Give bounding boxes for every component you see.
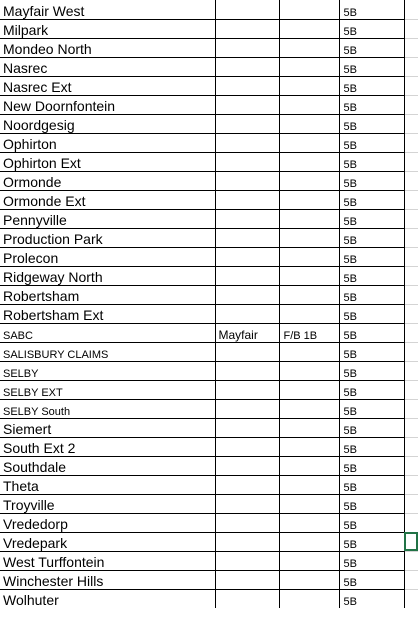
code-cell[interactable] (279, 456, 339, 475)
area-cell[interactable] (215, 532, 279, 551)
area-cell[interactable] (215, 475, 279, 494)
code-cell[interactable] (279, 437, 339, 456)
table-row (0, 342, 418, 361)
table-row (0, 114, 418, 133)
region-cell[interactable]: 5B (339, 361, 404, 380)
table-row (0, 399, 418, 418)
empty-cell[interactable] (404, 361, 418, 380)
suburb-cell[interactable]: Vrededorp (0, 513, 215, 532)
region-cell[interactable]: 5B (339, 247, 404, 266)
suburb-cell[interactable]: South Ext 2 (0, 437, 215, 456)
code-cell[interactable] (279, 152, 339, 171)
code-cell[interactable] (279, 285, 339, 304)
empty-cell[interactable] (404, 475, 418, 494)
empty-cell[interactable] (404, 114, 418, 133)
table-row (0, 456, 418, 475)
suburb-cell[interactable]: Theta (0, 475, 215, 494)
region-cell[interactable]: 5B (339, 38, 404, 57)
suburb-cell[interactable]: Ophirton (0, 133, 215, 152)
region-cell[interactable]: 5B (339, 95, 404, 114)
suburb-cell[interactable]: Mayfair West (0, 0, 215, 19)
empty-cell[interactable] (404, 38, 418, 57)
suburb-cell[interactable]: SELBY (0, 361, 215, 380)
table-row (0, 304, 418, 323)
table-row (0, 285, 418, 304)
region-cell[interactable]: 5B (339, 171, 404, 190)
area-cell[interactable] (215, 0, 279, 19)
code-cell[interactable] (279, 399, 339, 418)
area-cell[interactable] (215, 399, 279, 418)
table-row (0, 133, 418, 152)
empty-cell[interactable] (404, 209, 418, 228)
code-cell[interactable]: F/B 1B (279, 323, 339, 342)
suburb-cell[interactable]: Robertsham (0, 285, 215, 304)
code-cell[interactable] (279, 247, 339, 266)
area-cell[interactable] (215, 38, 279, 57)
empty-cell[interactable] (404, 418, 418, 437)
table-row (0, 475, 418, 494)
suburb-cell[interactable]: Nasrec Ext (0, 76, 215, 95)
suburb-cell[interactable]: Ophirton Ext (0, 152, 215, 171)
suburb-cell[interactable]: Siemert (0, 418, 215, 437)
suburb-cell[interactable]: Vredepark (0, 532, 215, 551)
table-row (0, 418, 418, 437)
area-cell[interactable] (215, 285, 279, 304)
area-cell[interactable]: Mayfair (215, 323, 279, 342)
empty-cell[interactable] (404, 247, 418, 266)
area-cell[interactable] (215, 589, 279, 608)
empty-cell[interactable] (404, 589, 418, 608)
code-cell[interactable] (279, 513, 339, 532)
empty-cell[interactable] (404, 323, 418, 342)
suburb-cell[interactable]: Winchester Hills (0, 570, 215, 589)
code-cell[interactable] (279, 532, 339, 551)
code-cell[interactable] (279, 228, 339, 247)
suburb-cell[interactable]: SELBY South (0, 399, 215, 418)
region-cell[interactable]: 5B (339, 513, 404, 532)
area-cell[interactable] (215, 171, 279, 190)
empty-cell[interactable] (404, 190, 418, 209)
area-cell[interactable] (215, 95, 279, 114)
suburb-cell[interactable]: West Turffontein (0, 551, 215, 570)
area-cell[interactable] (215, 152, 279, 171)
table-row (0, 209, 418, 228)
empty-cell[interactable] (404, 285, 418, 304)
code-cell[interactable] (279, 95, 339, 114)
code-cell[interactable] (279, 19, 339, 38)
suburb-cell[interactable]: Production Park (0, 228, 215, 247)
code-cell[interactable] (279, 209, 339, 228)
suburb-cell[interactable]: Prolecon (0, 247, 215, 266)
area-cell[interactable] (215, 494, 279, 513)
region-cell[interactable]: 5B (339, 475, 404, 494)
region-cell[interactable]: 5B (339, 133, 404, 152)
area-cell[interactable] (215, 570, 279, 589)
area-cell[interactable] (215, 304, 279, 323)
suburb-cell[interactable]: SALISBURY CLAIMS (0, 342, 215, 361)
suburb-cell[interactable]: Ridgeway North (0, 266, 215, 285)
code-cell[interactable] (279, 114, 339, 133)
region-cell[interactable]: 5B (339, 589, 404, 608)
empty-cell[interactable] (404, 437, 418, 456)
table-row (0, 323, 418, 342)
empty-cell[interactable] (404, 152, 418, 171)
empty-cell[interactable] (404, 551, 418, 570)
empty-cell[interactable] (404, 266, 418, 285)
table-row (0, 589, 418, 608)
code-cell[interactable] (279, 57, 339, 76)
area-cell[interactable] (215, 114, 279, 133)
code-cell[interactable] (279, 380, 339, 399)
code-cell[interactable] (279, 38, 339, 57)
suburb-cell[interactable]: Pennyville (0, 209, 215, 228)
table-row (0, 494, 418, 513)
table-row (0, 228, 418, 247)
area-cell[interactable] (215, 228, 279, 247)
region-cell[interactable]: 5B (339, 266, 404, 285)
table-row (0, 513, 418, 532)
table-row (0, 190, 418, 209)
suburb-cell[interactable]: Ormonde (0, 171, 215, 190)
table-row (0, 570, 418, 589)
table-row (0, 532, 418, 551)
empty-cell[interactable] (404, 304, 418, 323)
region-cell[interactable]: 5B (339, 551, 404, 570)
table-row (0, 57, 418, 76)
empty-cell[interactable] (404, 19, 418, 38)
suburb-cell[interactable]: Ormonde Ext (0, 190, 215, 209)
area-cell[interactable] (215, 133, 279, 152)
code-cell[interactable] (279, 304, 339, 323)
suburb-cell[interactable]: Robertsham Ext (0, 304, 215, 323)
code-cell[interactable] (279, 361, 339, 380)
code-cell[interactable] (279, 76, 339, 95)
code-cell[interactable] (279, 570, 339, 589)
area-cell[interactable] (215, 380, 279, 399)
area-cell[interactable] (215, 19, 279, 38)
table-row (0, 266, 418, 285)
area-cell[interactable] (215, 190, 279, 209)
area-cell[interactable] (215, 247, 279, 266)
area-cell[interactable] (215, 418, 279, 437)
suburb-cell[interactable]: SABC (0, 323, 215, 342)
code-cell[interactable] (279, 551, 339, 570)
code-cell[interactable] (279, 133, 339, 152)
empty-cell[interactable] (404, 513, 418, 532)
suburb-cell[interactable]: Southdale (0, 456, 215, 475)
table-row (0, 437, 418, 456)
code-cell[interactable] (279, 342, 339, 361)
area-cell[interactable] (215, 57, 279, 76)
empty-cell[interactable] (404, 171, 418, 190)
table-row (0, 38, 418, 57)
code-cell[interactable] (279, 0, 339, 19)
empty-cell[interactable] (404, 342, 418, 361)
area-cell[interactable] (215, 513, 279, 532)
table-row (0, 247, 418, 266)
region-cell[interactable]: 5B (339, 304, 404, 323)
area-cell[interactable] (215, 437, 279, 456)
table-row (0, 361, 418, 380)
area-cell[interactable] (215, 76, 279, 95)
empty-cell[interactable] (404, 76, 418, 95)
empty-cell[interactable] (404, 95, 418, 114)
region-cell[interactable]: 5B (339, 342, 404, 361)
suburb-cell[interactable]: Noordgesig (0, 114, 215, 133)
empty-cell[interactable] (404, 228, 418, 247)
empty-cell[interactable] (404, 57, 418, 76)
region-cell[interactable]: 5B (339, 399, 404, 418)
region-cell[interactable]: 5B (339, 456, 404, 475)
area-cell[interactable] (215, 342, 279, 361)
code-cell[interactable] (279, 171, 339, 190)
table-row (0, 0, 418, 19)
table-row (0, 152, 418, 171)
region-cell[interactable]: 5B (339, 285, 404, 304)
code-cell[interactable] (279, 190, 339, 209)
region-cell[interactable]: 5B (339, 114, 404, 133)
region-cell[interactable]: 5B (339, 494, 404, 513)
empty-cell[interactable] (404, 399, 418, 418)
empty-cell[interactable] (404, 570, 418, 589)
table-row (0, 76, 418, 95)
region-cell[interactable]: 5B (339, 0, 404, 19)
region-cell[interactable]: 5B (339, 152, 404, 171)
suburb-cell[interactable]: New Doornfontein (0, 95, 215, 114)
suburb-cell[interactable]: Troyville (0, 494, 215, 513)
region-cell[interactable]: 5B (339, 570, 404, 589)
region-cell[interactable]: 5B (339, 380, 404, 399)
region-cell[interactable]: 5B (339, 209, 404, 228)
area-cell[interactable] (215, 361, 279, 380)
code-cell[interactable] (279, 589, 339, 608)
code-cell[interactable] (279, 475, 339, 494)
area-cell[interactable] (215, 551, 279, 570)
empty-cell[interactable] (404, 494, 418, 513)
table-row (0, 380, 418, 399)
empty-cell[interactable] (404, 456, 418, 475)
region-cell[interactable]: 5B (339, 76, 404, 95)
selected-cell[interactable] (404, 532, 418, 551)
region-cell[interactable]: 5B (339, 19, 404, 38)
table-row (0, 551, 418, 570)
region-cell[interactable]: 5B (339, 190, 404, 209)
table-row (0, 171, 418, 190)
empty-cell[interactable] (404, 133, 418, 152)
code-cell[interactable] (279, 418, 339, 437)
suburb-cell[interactable]: Wolhuter (0, 589, 215, 608)
area-cell[interactable] (215, 209, 279, 228)
empty-cell[interactable] (404, 380, 418, 399)
area-cell[interactable] (215, 266, 279, 285)
table-row (0, 95, 418, 114)
region-cell[interactable]: 5B (339, 323, 404, 342)
code-cell[interactable] (279, 494, 339, 513)
region-cell[interactable]: 5B (339, 437, 404, 456)
suburb-cell[interactable]: Mondeo North (0, 38, 215, 57)
suburb-cell[interactable]: Nasrec (0, 57, 215, 76)
empty-cell[interactable] (404, 0, 418, 19)
region-cell[interactable]: 5B (339, 418, 404, 437)
region-cell[interactable]: 5B (339, 228, 404, 247)
suburb-cell[interactable]: SELBY EXT (0, 380, 215, 399)
table-row (0, 19, 418, 38)
region-cell[interactable]: 5B (339, 532, 404, 551)
code-cell[interactable] (279, 266, 339, 285)
suburb-cell[interactable]: Milpark (0, 19, 215, 38)
region-cell[interactable]: 5B (339, 57, 404, 76)
area-cell[interactable] (215, 456, 279, 475)
